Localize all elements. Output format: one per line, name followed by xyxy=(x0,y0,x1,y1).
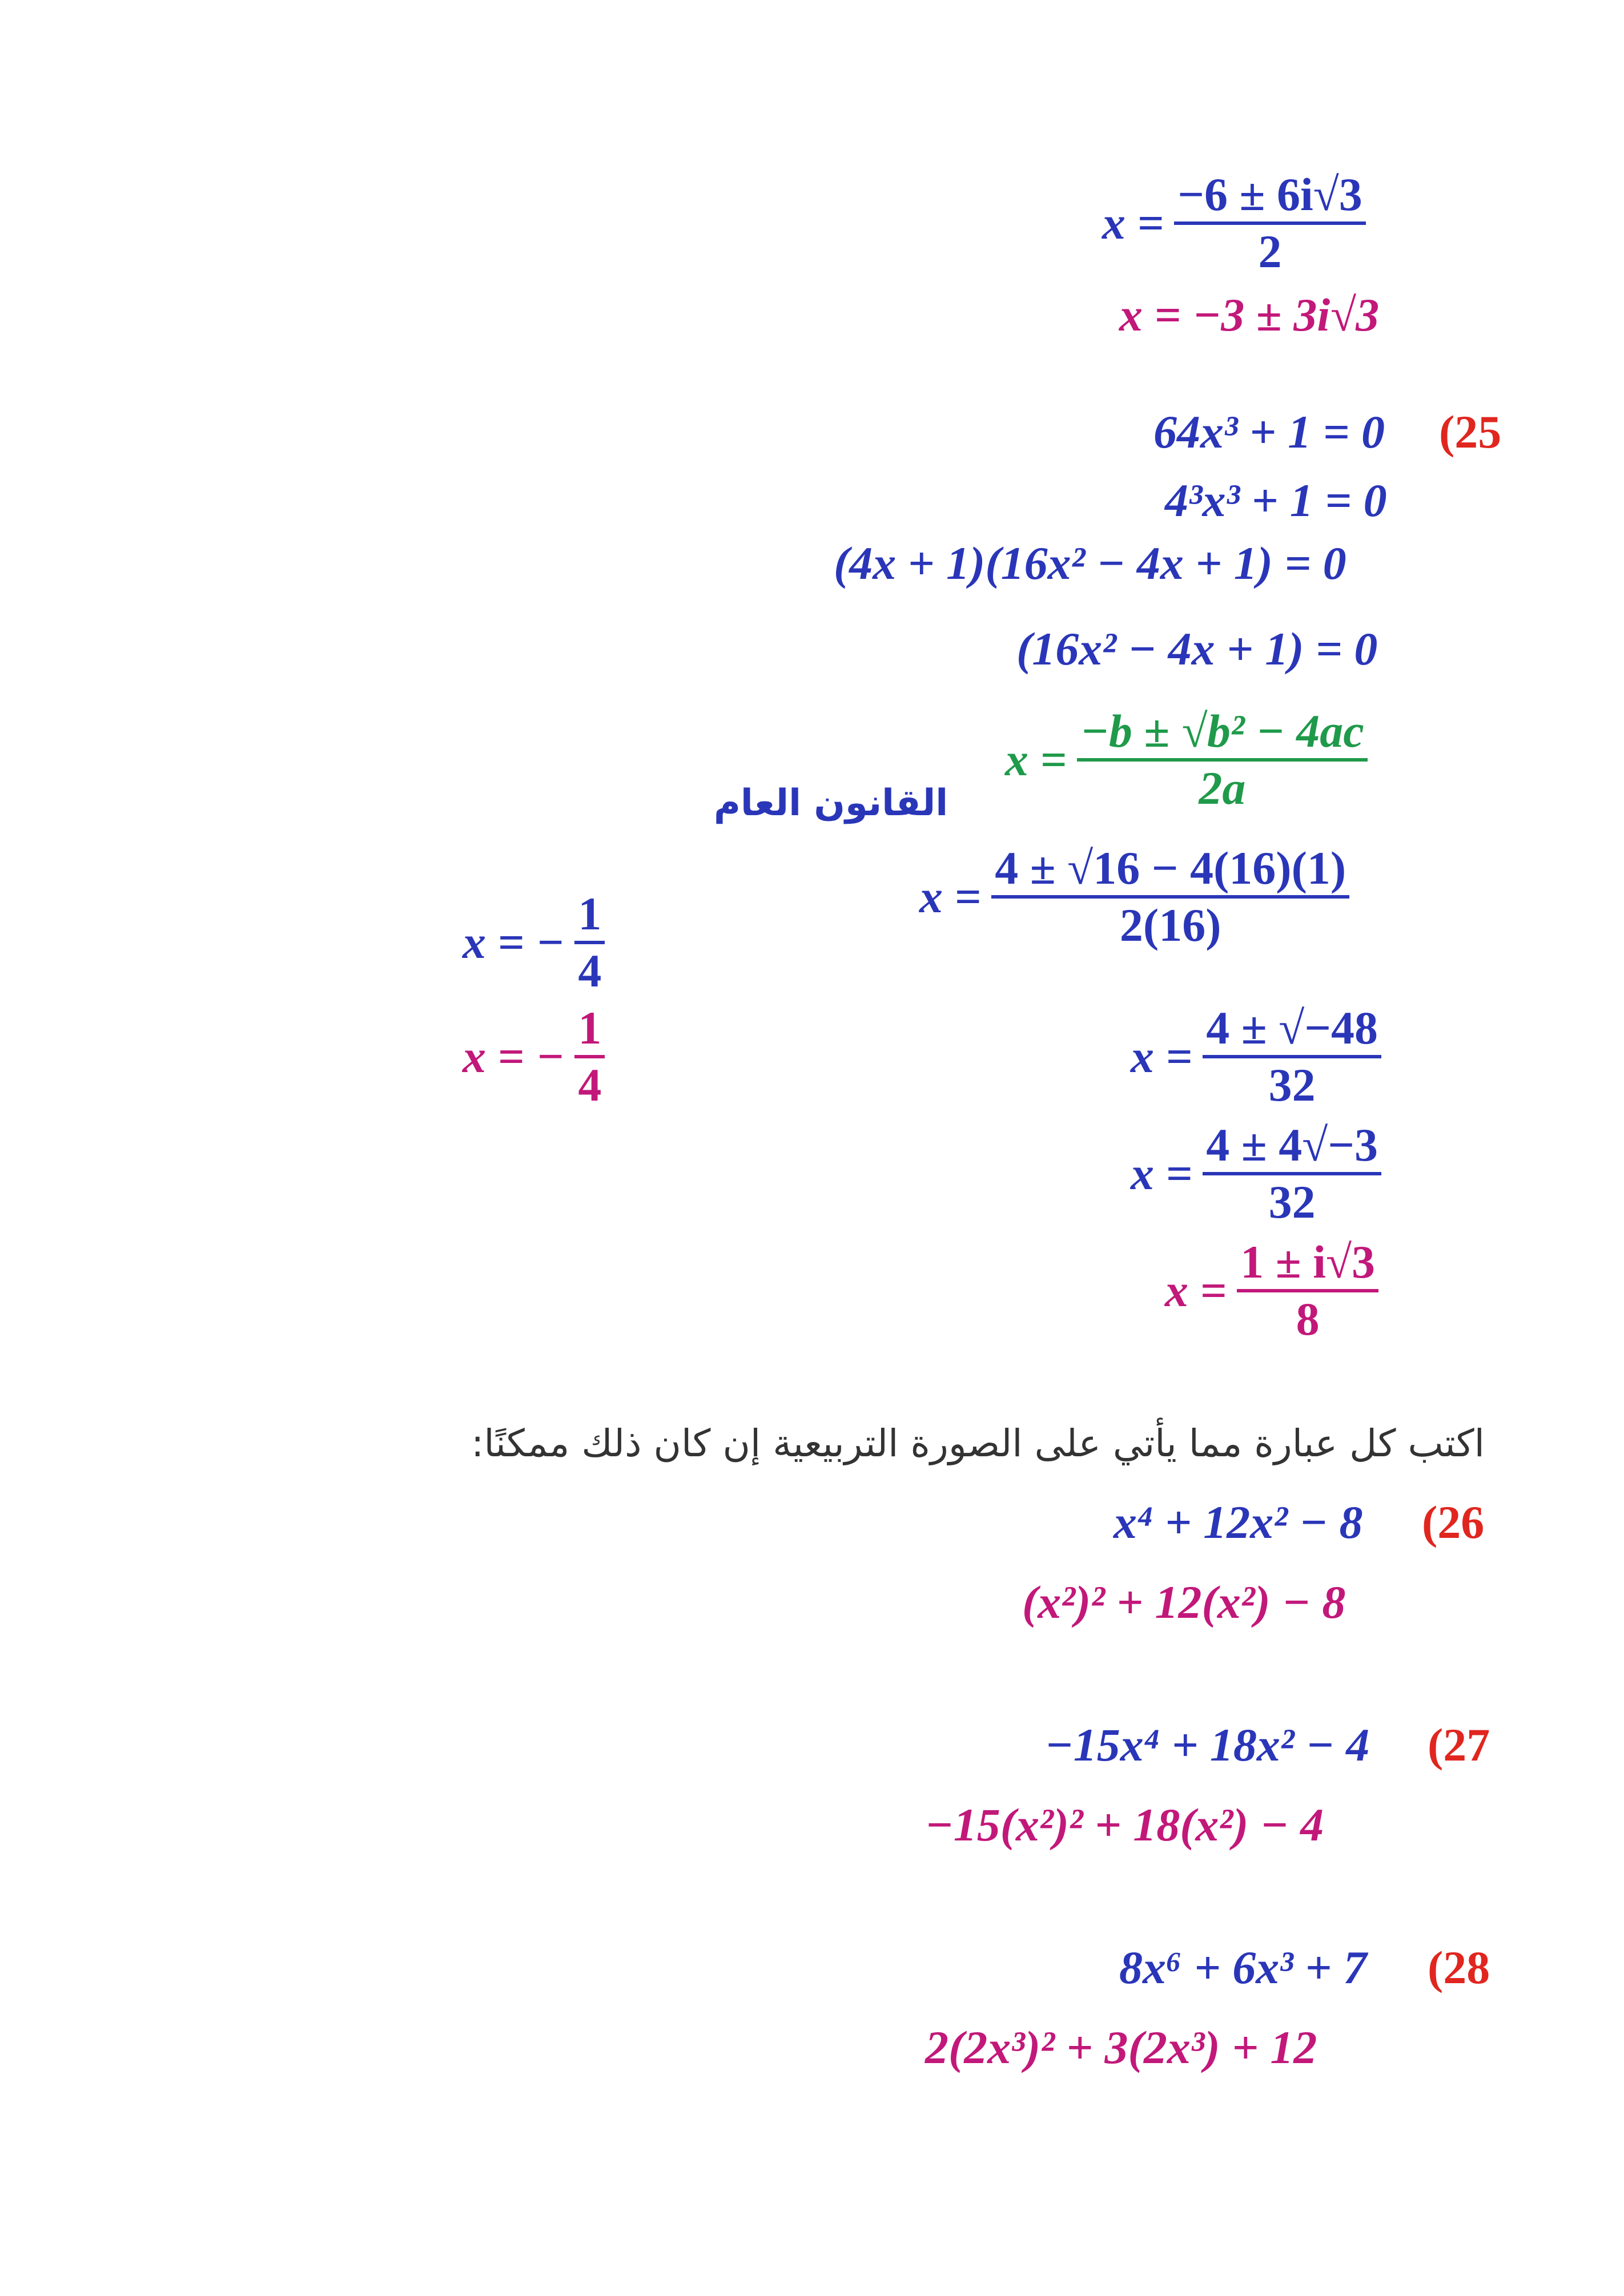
denominator: 2(16) xyxy=(1119,899,1221,951)
quadratic-formula xyxy=(1005,705,1368,814)
p27-question: −15x⁴ + 18x² − 4 xyxy=(1045,1719,1370,1771)
p25-line3: (4x + 1)(16x² − 4x + 1) = 0 xyxy=(834,537,1346,589)
top-fraction-equation xyxy=(1102,168,1366,277)
denominator: 32 xyxy=(1268,1176,1316,1228)
numerator: 4 ± 4√−3 xyxy=(1203,1122,1381,1175)
fraction xyxy=(1203,1002,1381,1111)
x-equals: x = xyxy=(1131,1030,1193,1082)
left-root-blue xyxy=(463,888,605,997)
p25-line2: 4³x³ + 1 = 0 xyxy=(1165,474,1387,526)
instruction-text: اكتب كل عبارة مما يأتي على الصورة التربيعية إن كان ذلك ممكنًا: xyxy=(471,1421,1485,1465)
numerator: 1 xyxy=(574,891,605,944)
formula-denominator: 2a xyxy=(1199,762,1246,814)
general-formula-label: القانون العام xyxy=(714,782,948,824)
denominator: 2 xyxy=(1258,225,1282,277)
fraction xyxy=(574,1002,605,1111)
top-result: x = −3 ± 3i√3 xyxy=(1119,289,1380,341)
p26-answer: (x²)² + 12(x²) − 8 xyxy=(1022,1576,1346,1628)
p25-step3 xyxy=(1131,1119,1381,1228)
numerator: −6 ± 6i√3 xyxy=(1174,171,1366,225)
numerator: 4 ± √−48 xyxy=(1203,1005,1381,1058)
x-equals: x = xyxy=(1165,1264,1227,1316)
fraction xyxy=(574,888,605,997)
p25-result xyxy=(1165,1236,1378,1345)
formula-numerator: −b ± √b² − 4ac xyxy=(1077,708,1367,762)
fraction xyxy=(1174,168,1366,277)
problem-number-26: (26 xyxy=(1422,1496,1485,1548)
x-equals: x = xyxy=(1102,197,1164,249)
numerator: 1 ± i√3 xyxy=(1237,1239,1378,1292)
p28-answer: 2(2x³)² + 3(2x³) + 12 xyxy=(925,2021,1317,2073)
x-equals: x = xyxy=(919,871,982,923)
formula-fraction xyxy=(1077,705,1367,814)
denominator: 8 xyxy=(1296,1293,1320,1345)
x-equals: x = xyxy=(1005,734,1067,786)
x-equals-minus: x = − xyxy=(463,916,565,968)
p25-line4: (16x² − 4x + 1) = 0 xyxy=(1016,623,1378,675)
problem-number-28: (28 xyxy=(1428,1941,1490,1993)
fraction xyxy=(991,842,1349,951)
x-equals-minus: x = − xyxy=(463,1030,565,1082)
problem-number-25: (25 xyxy=(1439,406,1502,458)
denominator: 32 xyxy=(1268,1059,1316,1111)
numerator: 1 xyxy=(574,1005,605,1058)
fraction xyxy=(1203,1119,1381,1228)
p25-substitution xyxy=(919,842,1349,951)
p28-question: 8x⁶ + 6x³ + 7 xyxy=(1119,1941,1367,1993)
p25-line1: 64x³ + 1 = 0 xyxy=(1153,406,1385,458)
p25-step2 xyxy=(1131,1002,1381,1111)
left-root-magenta xyxy=(463,1002,605,1111)
p26-question: x⁴ + 12x² − 8 xyxy=(1114,1496,1363,1548)
denominator: 4 xyxy=(578,1059,602,1111)
problem-number-27: (27 xyxy=(1428,1719,1490,1771)
numerator: 4 ± √16 − 4(16)(1) xyxy=(991,845,1349,899)
x-equals: x = xyxy=(1131,1147,1193,1199)
fraction xyxy=(1237,1236,1378,1345)
p27-answer: −15(x²)² + 18(x²) − 4 xyxy=(925,1799,1324,1851)
denominator: 4 xyxy=(578,945,602,997)
